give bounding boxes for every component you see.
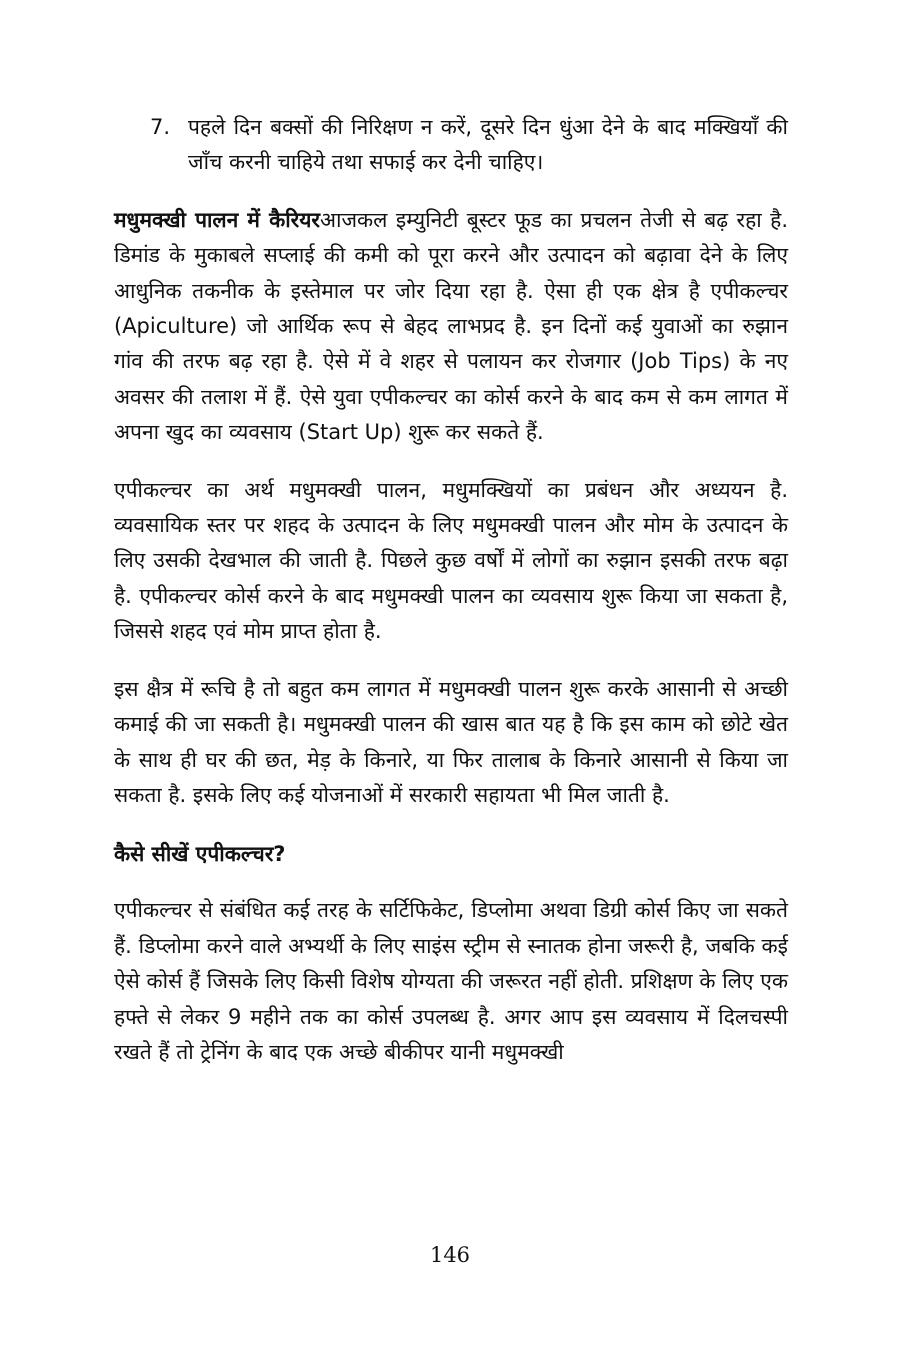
list-number: 7.	[150, 115, 171, 139]
page-content	[114, 110, 788, 1092]
page-number: 146	[429, 1243, 471, 1267]
list-text: पहले दिन बक्सों की निरिक्षण न करें, दूसरे दिन धुंआ देने के बाद मक्खियाँ की जाँच करनी चाहिये तथा सफाई कर देनी चाहिए।	[188, 115, 788, 175]
career-text: आजकल इम्युनिटी बूस्टर फूड का प्रचलन तेजी से बढ़ रहा है. डिमांड के मुकाबले सप्लाई की कमी को पूरा करने और उत्पादन को बढ़ावा देने के लिए आधुनिक तकनीक के इस्तेमाल पर जोर दिया रहा है. ऐसा ही एक क्षेत्र है एपीकल्चर (Apiculture) जो आर्थिक रूप से बेहद लाभप्रद है. इन दिनों कई युवाओं का रुझान गांव की तरफ बढ़ रहा है. ऐसे में वे शहर से पलायन कर रोजगार (Job Tips) के नए अवसर की तलाश में हैं. ऐसे युवा एपीकल्चर का कोर्स करने के बाद कम से कम लागत में अपना खुद का व्यवसाय (Start Up) शुरू कर सकते हैं.	[114, 207, 788, 445]
list-item	[150, 110, 788, 181]
interest-paragraph: इस क्षैत्र में रूचि है तो बहुत कम लागत में मधुमक्खी पालन शुरू करके आसानी से अच्छी कमाई की जा सकती है। मधुमक्खी पालन की खास बात यह है कि इस काम को छोटे खेत के साथ ही घर की छत, मेड़ के किनारे, या फिर तालाब के किनारे आसानी से किया जा सकता है. इसके लिए कई योजनाओं में सरकारी सहायता भी मिल जाती है.	[114, 676, 788, 807]
career-paragraph	[114, 203, 788, 451]
career-heading: मधुमक्खी पालन में कैरियर	[114, 207, 321, 232]
course-paragraph: एपीकल्चर से संबंधित कई तरह के सर्टिफिकेट, डिप्लोमा अथवा डिग्री कोर्स किए जा सकते हैं. डिप्लोमा करने वाले अभ्यर्थी के लिए साइंस स्ट्रीम से स्नातक होना जरूरी है, जबकि कई ऐसे कोर्स हैं जिसके लिए किसी विशेष योग्यता की जरूरत नहीं होती. प्रशिक्षण के लिए एक हफ्ते से लेकर 9 महीने तक का कोर्स उपलब्ध है. अगर आप इस व्यवसाय में दिलचस्पी रखते हैं तो ट्रेनिंग के बाद एक अच्छे बीकीपर यानी मधुमक्खी	[114, 898, 788, 1064]
apiculture-meaning-paragraph: एपीकल्चर का अर्थ मधुमक्खी पालन, मधुमक्खियों का प्रबंधन और अध्ययन है. व्यवसायिक स्तर पर शहद के उत्पादन के लिए मधुमक्खी पालन और मोम के उत्पादन के लिए उसकी देखभाल की जाती है. पिछले कुछ वर्षों में लोगों का रुझान इसकी तरफ बढ़ा है. एपीकल्चर कोर्स करने के बाद मधुमक्खी पालन का व्यवसाय शुरू किया जा सकता है, जिससे शहद एवं मोम प्राप्त होता है.	[114, 477, 788, 644]
section-subheading: कैसे सीखें एपीकल्चर?	[114, 842, 286, 867]
